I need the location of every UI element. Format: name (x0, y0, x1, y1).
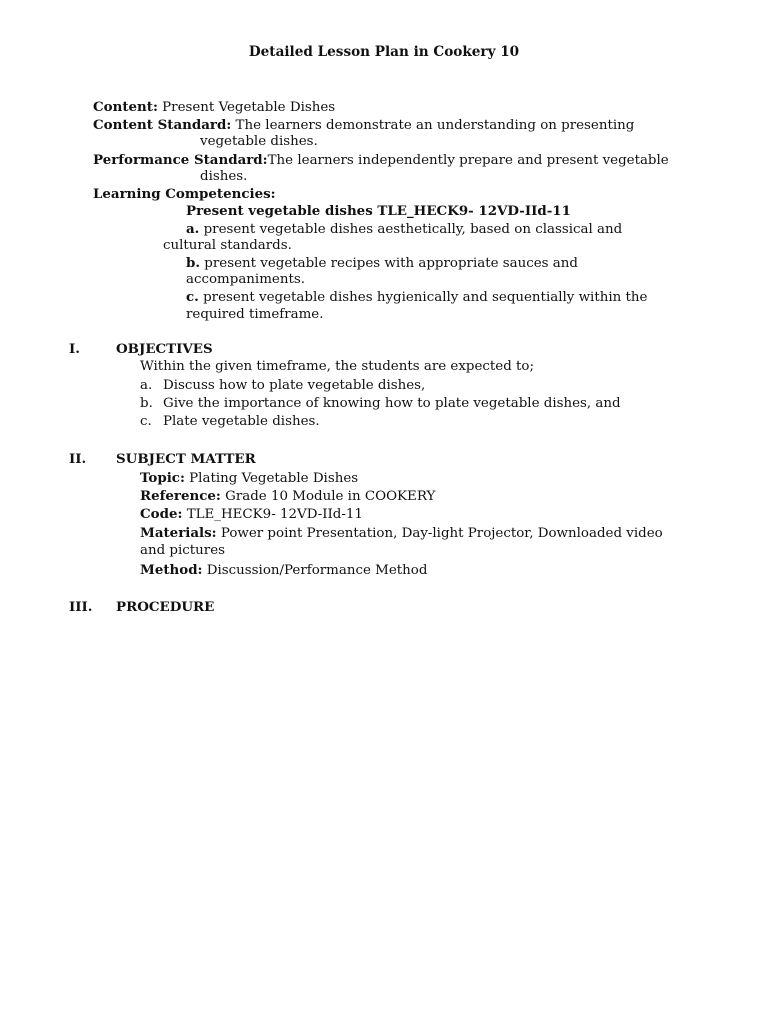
method-value: Discussion/Performance Method (206, 563, 428, 578)
performance-standard-continuation: dishes. (200, 169, 248, 184)
objective-item-text: Discuss how to plate vegetable dishes, (163, 378, 426, 393)
competency-heading: Present vegetable dishes TLE_HECK9- 12VD-IId-11 (186, 203, 571, 219)
reference-label: Reference: (140, 488, 221, 504)
procedure-numeral: III. (69, 599, 93, 615)
method-label: Method: (140, 562, 203, 578)
content-standard-row (93, 116, 634, 135)
objective-item-letter: c. (140, 414, 152, 429)
content-value: Present Vegetable Dishes (162, 100, 336, 115)
competency-item-text: present vegetable dishes aesthetically, based on classical and (203, 222, 623, 237)
reference-value: Grade 10 Module in COOKERY (225, 489, 436, 504)
objectives-heading: OBJECTIVES (116, 341, 213, 357)
code-row (140, 505, 363, 524)
objectives-intro: Within the given timeframe, the students are expected to; (140, 359, 534, 374)
objective-item-text: Plate vegetable dishes. (163, 414, 320, 429)
materials-continuation: and pictures (140, 543, 225, 558)
competency-item-b-continuation: accompaniments. (186, 272, 305, 287)
competency-item-text: present vegetable dishes hygienically and sequentially within the (203, 290, 648, 305)
competency-item-letter: a. (186, 221, 200, 237)
content-label: Content: (93, 99, 158, 115)
subject-matter-heading: SUBJECT MATTER (116, 451, 256, 467)
materials-row (140, 524, 663, 543)
reference-row (140, 487, 435, 506)
subject-matter-numeral: II. (69, 451, 87, 467)
competency-item-c-continuation: required timeframe. (186, 307, 324, 322)
content-row (93, 98, 335, 117)
method-row (140, 561, 427, 580)
learning-competencies-label: Learning Competencies: (93, 186, 276, 202)
performance-standard-row (93, 151, 669, 170)
topic-value: Plating Vegetable Dishes (189, 471, 359, 486)
objective-item-letter: b. (140, 396, 153, 411)
competency-item-text: present vegetable recipes with appropriate sauces and (204, 256, 578, 271)
document-title: Detailed Lesson Plan in Cookery 10 (248, 44, 520, 60)
competency-item-a-continuation: cultural standards. (163, 238, 292, 253)
performance-standard-text: The learners independently prepare and present vegetable (267, 153, 669, 168)
competency-item-c (186, 288, 647, 307)
materials-label: Materials: (140, 525, 217, 541)
objective-item-text: Give the importance of knowing how to plate vegetable dishes, and (163, 396, 621, 411)
content-standard-text: The learners demonstrate an understanding on presenting (235, 118, 635, 133)
topic-row (140, 469, 358, 488)
materials-value: Power point Presentation, Day-light Projector, Downloaded video (220, 526, 663, 541)
competency-item-letter: b. (186, 255, 201, 271)
code-label: Code: (140, 506, 183, 522)
competency-item-letter: c. (186, 289, 199, 305)
topic-label: Topic: (140, 470, 185, 486)
objectives-numeral: I. (69, 341, 80, 357)
procedure-heading: PROCEDURE (116, 599, 215, 615)
content-standard-label: Content Standard: (93, 117, 232, 133)
code-value: TLE_HECK9- 12VD-IId-11 (186, 507, 363, 522)
objective-item-letter: a. (140, 378, 153, 393)
content-standard-continuation: vegetable dishes. (200, 134, 318, 149)
performance-standard-label: Performance Standard: (93, 152, 268, 168)
